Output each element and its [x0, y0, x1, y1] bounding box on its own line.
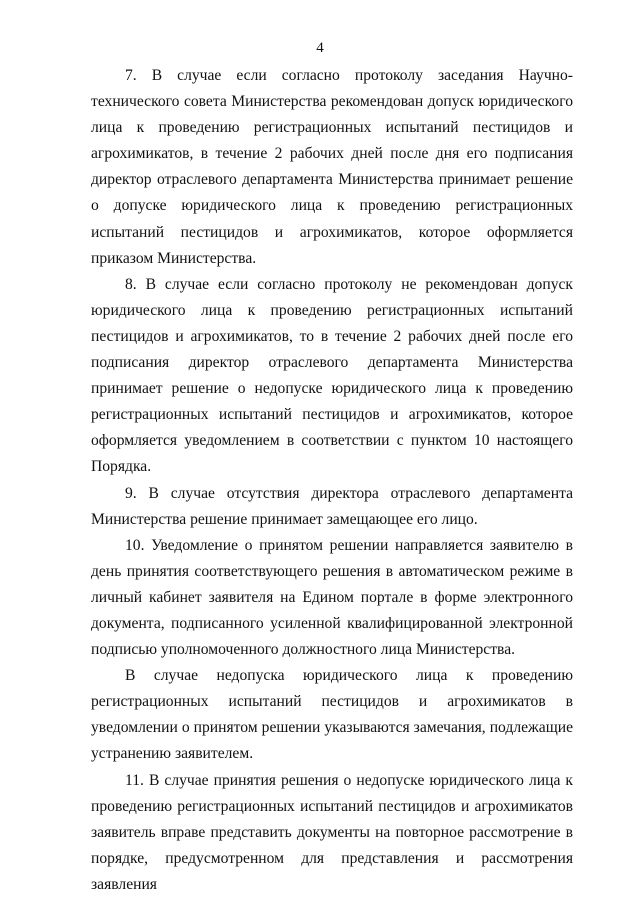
document-body [91, 63, 573, 898]
page-number: 4 [316, 40, 324, 56]
paragraph-11: 11. В случае принятия решения о недопуске юридического лица к проведению регистрационных испытаний пестицидов и агрохимикатов заявитель вправе представить документы на повторное рассмотрение в порядке, предусмотренном для представления и рассмотрения заявления [91, 771, 573, 893]
paragraph-7: 7. В случае если согласно протоколу заседания Научно-технического совета Министерства рекомендован допуск юридического лица к проведению регистрационных испытаний пестицидов и агрохимикатов, в течение 2 рабочих дней после дня его подписания директор отраслевого департамента Министерства принимает решение о допуске юридического лица к проведению регистрационных испытаний пестицидов и агрохимикатов, которое оформляется приказом Министерства. [91, 67, 573, 267]
paragraph-9: 9. В случае отсутствия директора отраслевого департамента Министерства решение принимает замещающее его лицо. [91, 484, 573, 528]
paragraph-8: 8. В случае если согласно протоколу не рекомендован допуск юридического лица к проведению регистрационных испытаний пестицидов и агрохимикатов, то в течение 2 рабочих дней после его подписания директор отраслевого департамента Министерства принимает решение о недопуске юридического лица к проведению регистрационных испытаний пестицидов и агрохимикатов, которое оформляется уведомлением в соответствии с пунктом 10 настоящего Порядка. [91, 275, 573, 476]
paragraph-10: 10. Уведомление о принятом решении направляется заявителю в день принятия соответствующего решения в автоматическом режиме в личный кабинет заявителя на Едином портале в форме электронного документа, подписанного усиленной квалифицированной электронной подписью уполномоченного должностного лица Министерства. [91, 536, 573, 659]
paragraph-10-continued: В случае недопуска юридического лица к проведению регистрационных испытаний пестицидов и агрохимикатов в уведомлении о принятом решении указываются замечания, подлежащие устранению заявителем. [91, 667, 573, 763]
